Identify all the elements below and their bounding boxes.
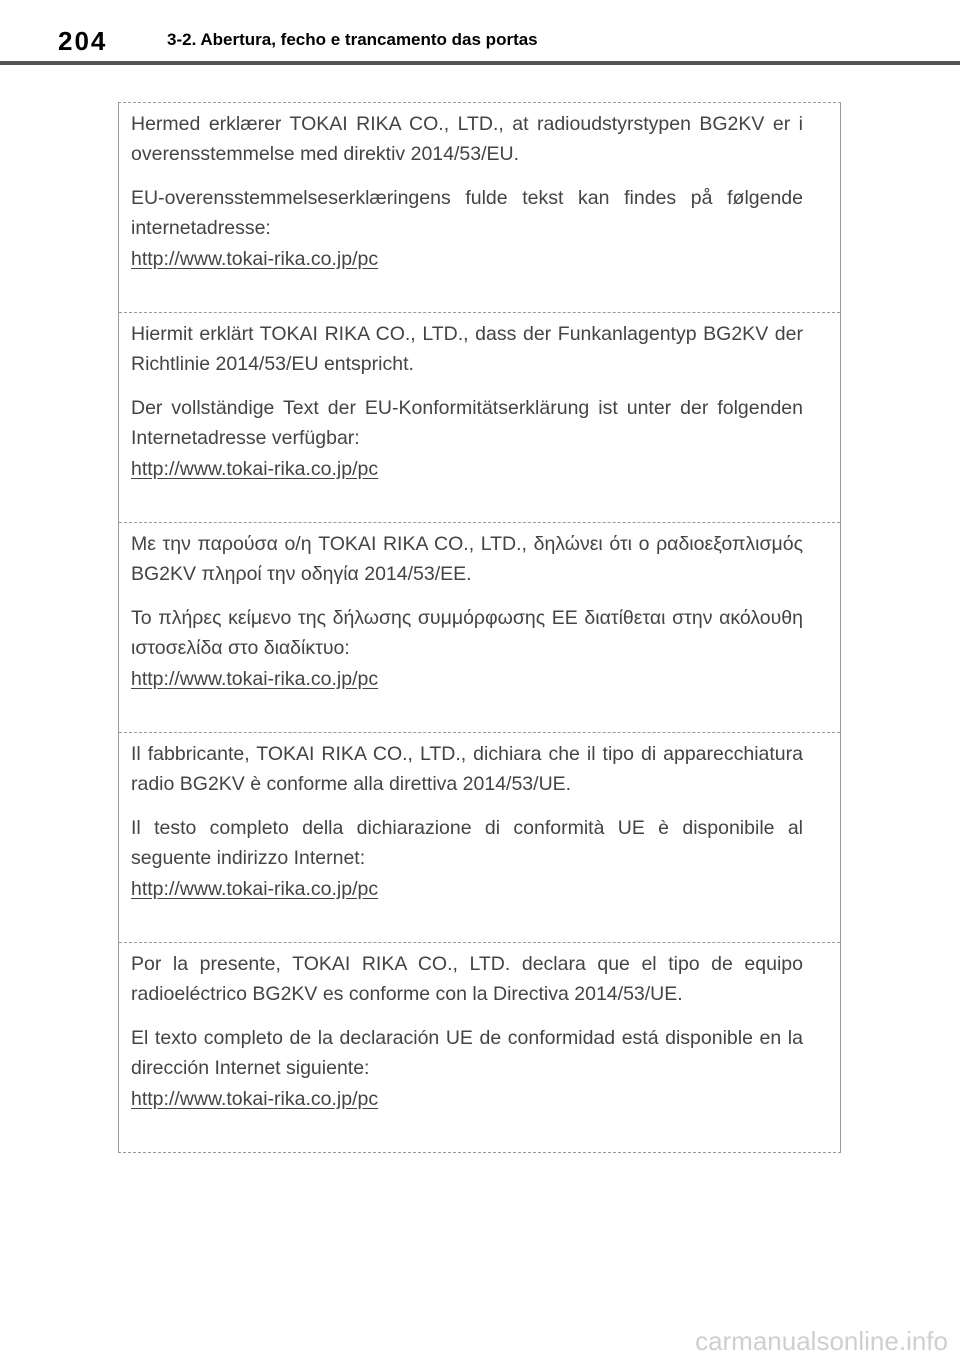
declaration-availability: El texto completo de la declaración UE de conformidad está disponible en la dirección Internet siguiente: [131, 1027, 803, 1079]
declaration-statement: Por la presente, TOKAI RIKA CO., LTD. declara que el tipo de equipo radioeléctrico BG2KV es conforme con la Directiva 2014/53/UE. [131, 953, 803, 1005]
declaration-statement: Hermed erklærer TOKAI RIKA CO., LTD., at radioudstyrstypen BG2KV er i overensstemmelse med direktiv 2014/53/EU. [131, 113, 803, 165]
declaration-statement: Με την παρούσα ο/η TOKAI RIKA CO., LTD., δηλώνει ότι ο ραδιοεξοπλισμός BG2KV πληροί την οδηγία 2014/53/EE. [131, 533, 803, 585]
declaration-availability: Το πλήρες κείμενο της δήλωσης συμμόρφωσης ΕΕ διατίθεται στην ακόλουθη ιστοσελίδα στο διαδίκτυο: [131, 607, 803, 659]
declaration-url-link[interactable]: http://www.tokai-rika.co.jp/pc [131, 668, 379, 690]
declaration-box [118, 102, 841, 1153]
declaration-danish [119, 103, 840, 313]
declaration-german [119, 313, 840, 523]
declaration-spanish [119, 943, 840, 1152]
declaration-availability: Il testo completo della dichiarazione di conformità UE è disponibile al seguente indirizzo Internet: [131, 817, 803, 869]
section-title: 3-2. Abertura, fecho e trancamento das portas [167, 30, 538, 49]
declaration-url-link[interactable]: http://www.tokai-rika.co.jp/pc [131, 878, 379, 900]
declaration-url-link[interactable]: http://www.tokai-rika.co.jp/pc [131, 1088, 379, 1110]
declaration-statement: Il fabbricante, TOKAI RIKA CO., LTD., dichiara che il tipo di apparecchiatura radio BG2KV è conforme alla direttiva 2014/53/UE. [131, 743, 803, 795]
declaration-url-link[interactable]: http://www.tokai-rika.co.jp/pc [131, 248, 379, 270]
header-rule [0, 61, 960, 65]
declaration-availability: Der vollständige Text der EU-Konformitätserklärung ist unter der folgenden Internetadresse verfügbar: [131, 397, 803, 449]
declaration-greek [119, 523, 840, 733]
site-watermark: carmanualsonline.info [695, 1326, 948, 1356]
page-header [0, 0, 960, 66]
declaration-statement: Hiermit erklärt TOKAI RIKA CO., LTD., dass der Funkanlagentyp BG2KV der Richtlinie 2014/53/EU entspricht. [131, 323, 803, 375]
page-number: 204 [58, 26, 108, 56]
declaration-italian [119, 733, 840, 943]
declaration-url-link[interactable]: http://www.tokai-rika.co.jp/pc [131, 458, 379, 480]
declaration-availability: EU-overensstemmelseserklæringens fulde tekst kan findes på følgende internetadresse: [131, 187, 803, 239]
